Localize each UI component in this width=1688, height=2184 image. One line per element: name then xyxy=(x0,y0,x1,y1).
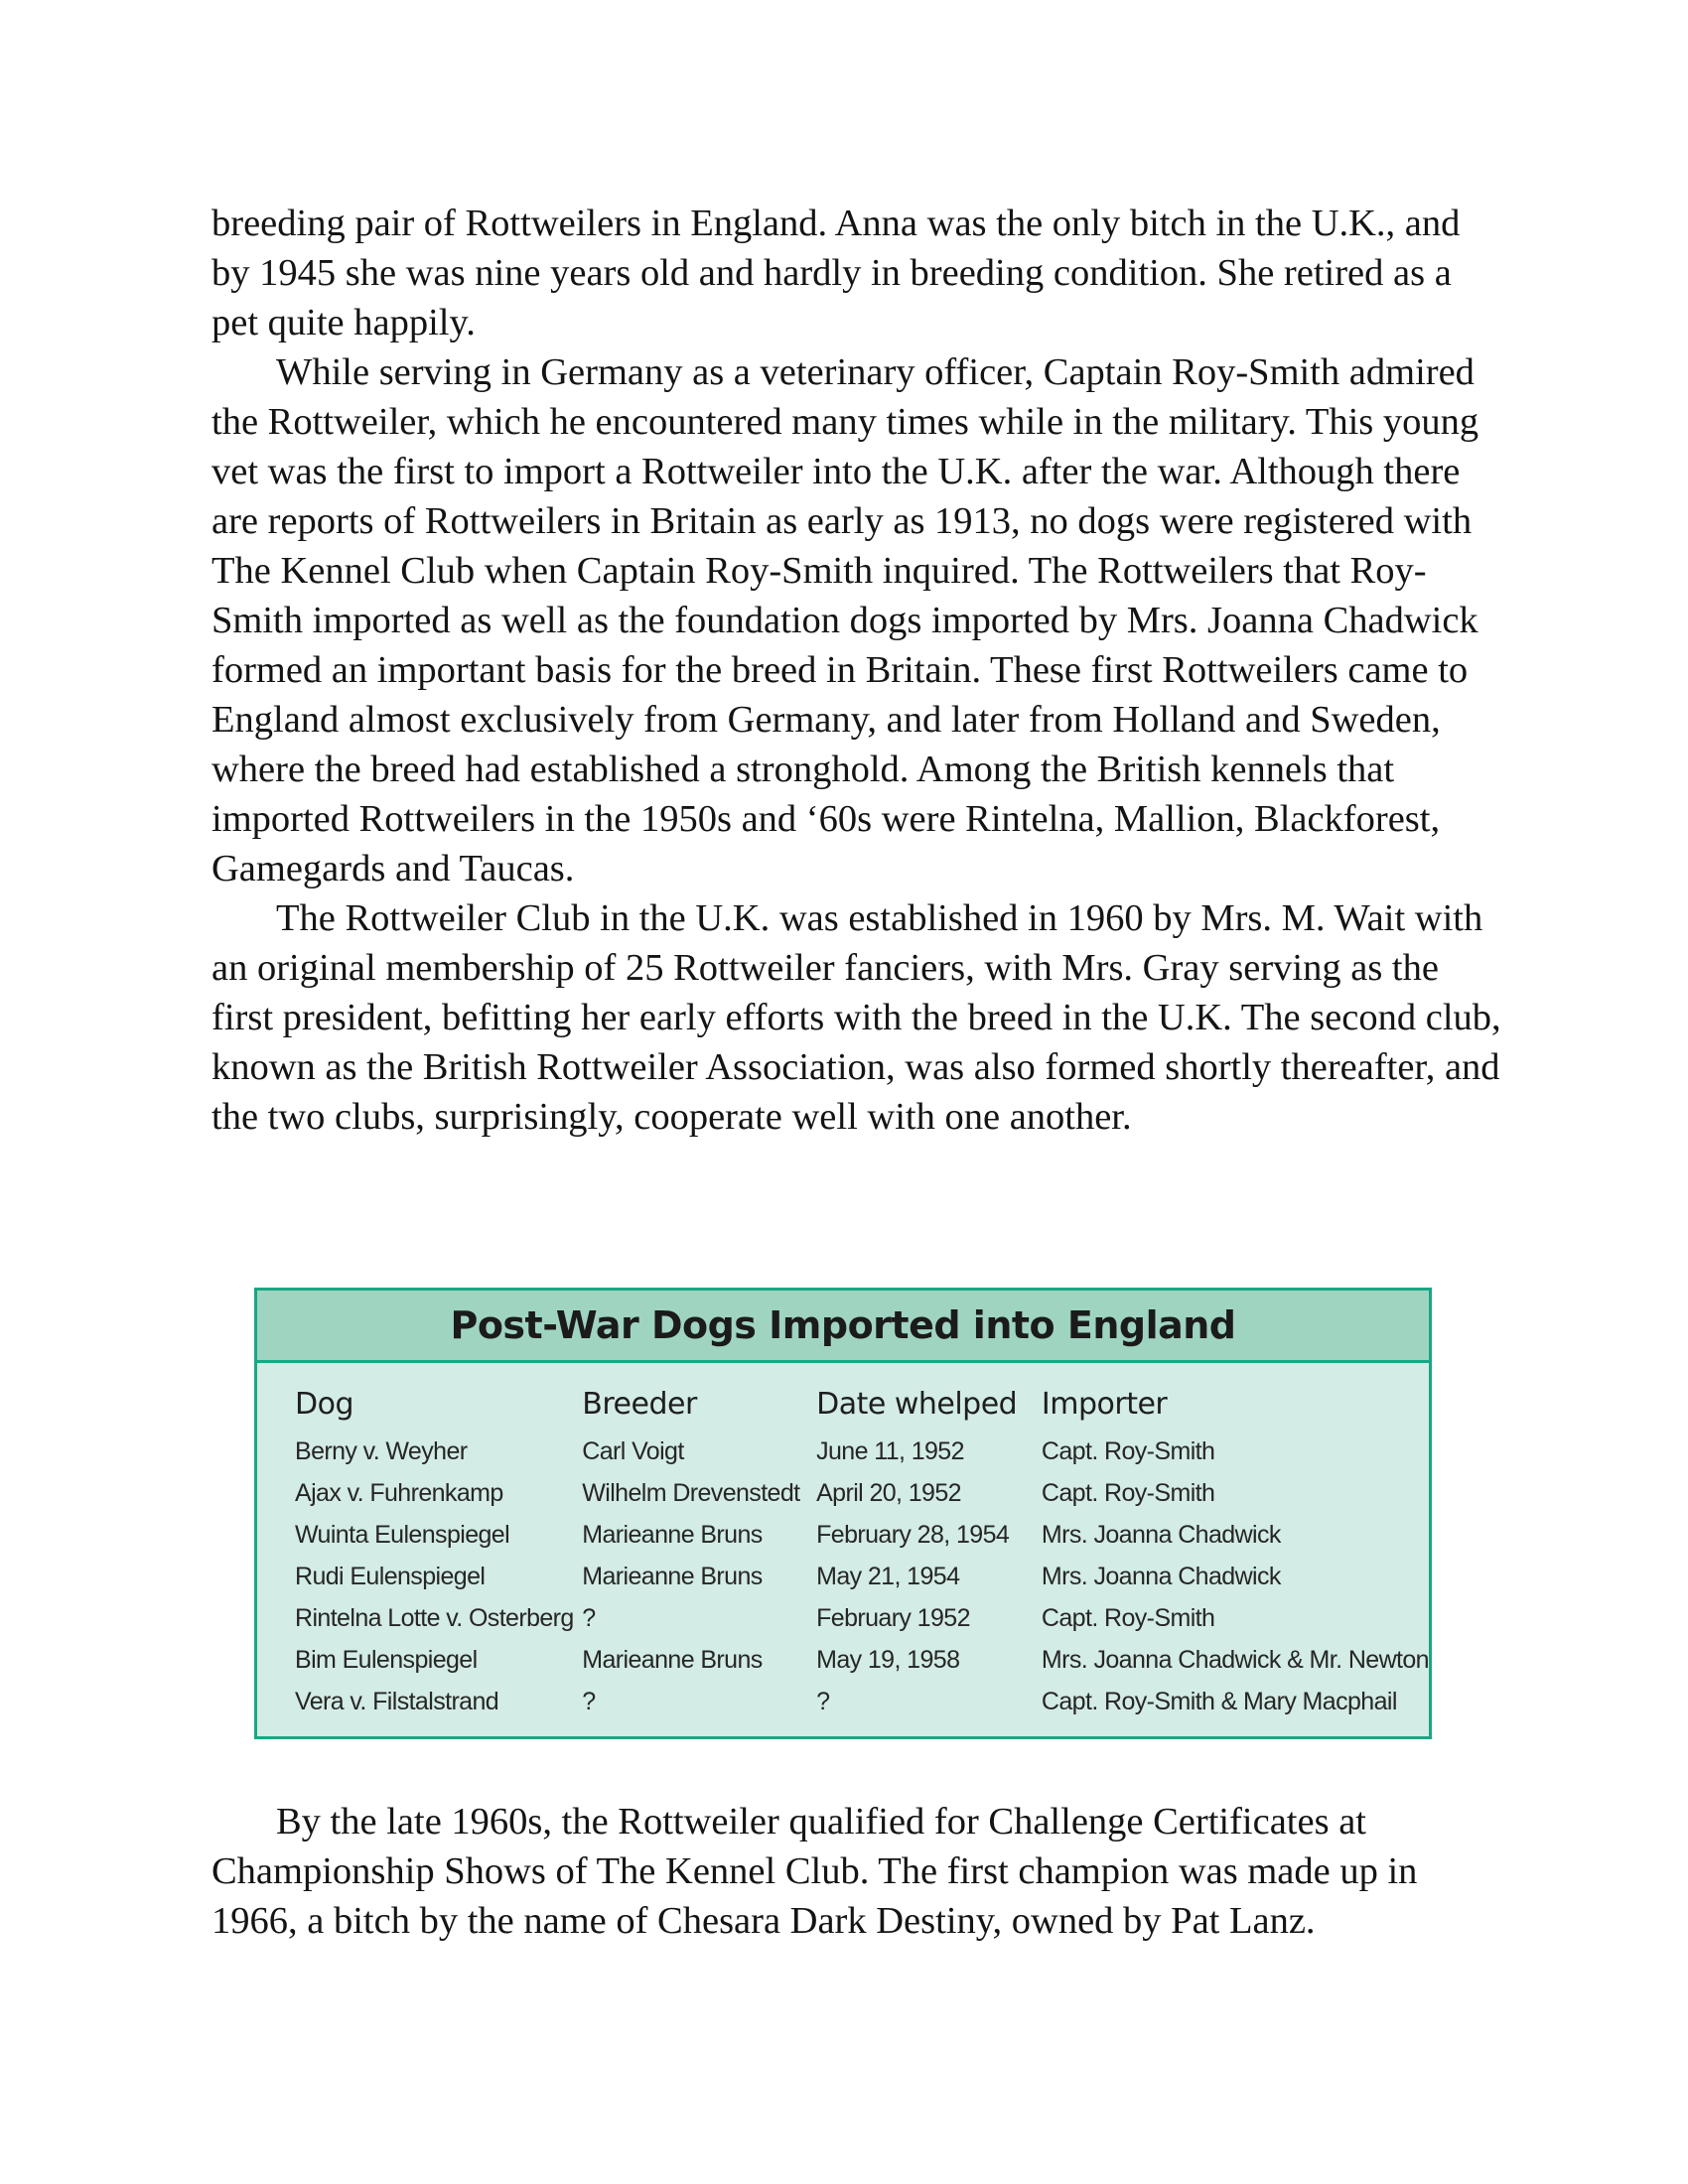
table-row xyxy=(295,1514,1429,1556)
cell-date-whelped: February 28, 1954 xyxy=(816,1520,1010,1549)
paragraph: The Rottweiler Club in the U.K. was established in 1960 by Mrs. M. Wait with an original membership of 25 Rottweiler fanciers, with Mrs. Gray serving as the first president, befitting her early efforts with the breed in the U.K. The second club, known as the British Rottweiler Association, was also formed shortly thereafter, and the two clubs, surprisingly, cooperate well with one another. xyxy=(211,897,1501,1138)
cell-importer: Capt. Roy-Smith xyxy=(1041,1478,1215,1507)
cell-dog: Vera v. Filstalstrand xyxy=(295,1687,499,1715)
table-title: Post-War Dogs Imported into England xyxy=(450,1303,1236,1347)
cell-breeder: Marieanne Bruns xyxy=(582,1645,763,1674)
cell-date-whelped: April 20, 1952 xyxy=(816,1478,961,1507)
column-header-importer: Importer xyxy=(1041,1387,1168,1422)
paragraph: breeding pair of Rottweilers in England. Anna was the only bitch in the U.K., and by 1945 she was nine years old and hardly in breeding condition. She retired as a pet quite happily. xyxy=(211,203,1461,343)
cell-breeder: Carl Voigt xyxy=(582,1436,684,1465)
column-header-breeder: Breeder xyxy=(582,1387,697,1422)
cell-date-whelped: ? xyxy=(816,1687,830,1715)
cell-importer: Mrs. Joanna Chadwick xyxy=(1041,1562,1281,1590)
column-header-date-whelped: Date whelped xyxy=(816,1387,1018,1422)
cell-date-whelped: May 19, 1958 xyxy=(816,1645,960,1674)
cell-importer: Capt. Roy-Smith & Mary Macphail xyxy=(1041,1687,1397,1715)
imports-table xyxy=(295,1387,1429,1722)
table-row xyxy=(295,1472,1429,1514)
body-text-top xyxy=(211,199,1502,1142)
body-text-bottom xyxy=(211,1797,1502,1946)
table-row xyxy=(295,1639,1429,1681)
cell-dog: Rudi Eulenspiegel xyxy=(295,1562,486,1590)
cell-dog: Ajax v. Fuhrenkamp xyxy=(295,1478,503,1507)
table-row xyxy=(295,1556,1429,1597)
column-header-dog: Dog xyxy=(295,1387,353,1422)
cell-dog: Wuinta Eulenspiegel xyxy=(295,1520,510,1549)
table-header xyxy=(257,1291,1429,1363)
cell-importer: Capt. Roy-Smith xyxy=(1041,1436,1215,1465)
cell-breeder: Marieanne Bruns xyxy=(582,1520,763,1549)
table-row xyxy=(295,1431,1429,1472)
table-header-row xyxy=(295,1387,1429,1431)
cell-importer: Mrs. Joanna Chadwick xyxy=(1041,1520,1281,1549)
cell-date-whelped: February 1952 xyxy=(816,1603,970,1632)
paragraph: While serving in Germany as a veterinary officer, Captain Roy-Smith admired the Rottweiler, which he encountered many times while in the military. This young vet was the first to import a Rottweiler into the U.K. after the war. Although there are reports of Rottweilers in Britain as early as 1913, no dogs were registered with The Kennel Club when Captain Roy-Smith inquired. The Rottweilers that Roy-Smith imported as well as the foundation dogs imported by Mrs. Joanna Chadwick formed an important basis for the breed in Britain. These first Rottweilers came to England almost exclusively from Germany, and later from Holland and Sweden, where the breed had established a stronghold. Among the British kennels that imported Rottweilers in the 1950s and ‘60s were Rintelna, Mallion, Blackforest, Gamegards and Taucas. xyxy=(211,351,1479,889)
cell-dog: Bim Eulenspiegel xyxy=(295,1645,478,1674)
cell-dog: Berny v. Weyher xyxy=(295,1436,468,1465)
cell-importer: Capt. Roy-Smith xyxy=(1041,1603,1215,1632)
cell-breeder: ? xyxy=(582,1687,596,1715)
cell-breeder: Wilhelm Drevenstedt xyxy=(582,1478,800,1507)
cell-dog: Rintelna Lotte v. Osterberg xyxy=(295,1603,574,1632)
table-row xyxy=(295,1681,1429,1722)
table-row xyxy=(295,1597,1429,1639)
cell-date-whelped: June 11, 1952 xyxy=(816,1436,964,1465)
cell-breeder: Marieanne Bruns xyxy=(582,1562,763,1590)
imports-table-box xyxy=(254,1288,1432,1739)
cell-importer: Mrs. Joanna Chadwick & Mr. Newton xyxy=(1041,1645,1429,1674)
paragraph: By the late 1960s, the Rottweiler qualified for Challenge Certificates at Championship Shows of The Kennel Club. The first champion was made up in 1966, a bitch by the name of Chesara Dark Destiny, owned by Pat Lanz. xyxy=(211,1801,1418,1942)
cell-date-whelped: May 21, 1954 xyxy=(816,1562,960,1590)
cell-breeder: ? xyxy=(582,1603,596,1632)
